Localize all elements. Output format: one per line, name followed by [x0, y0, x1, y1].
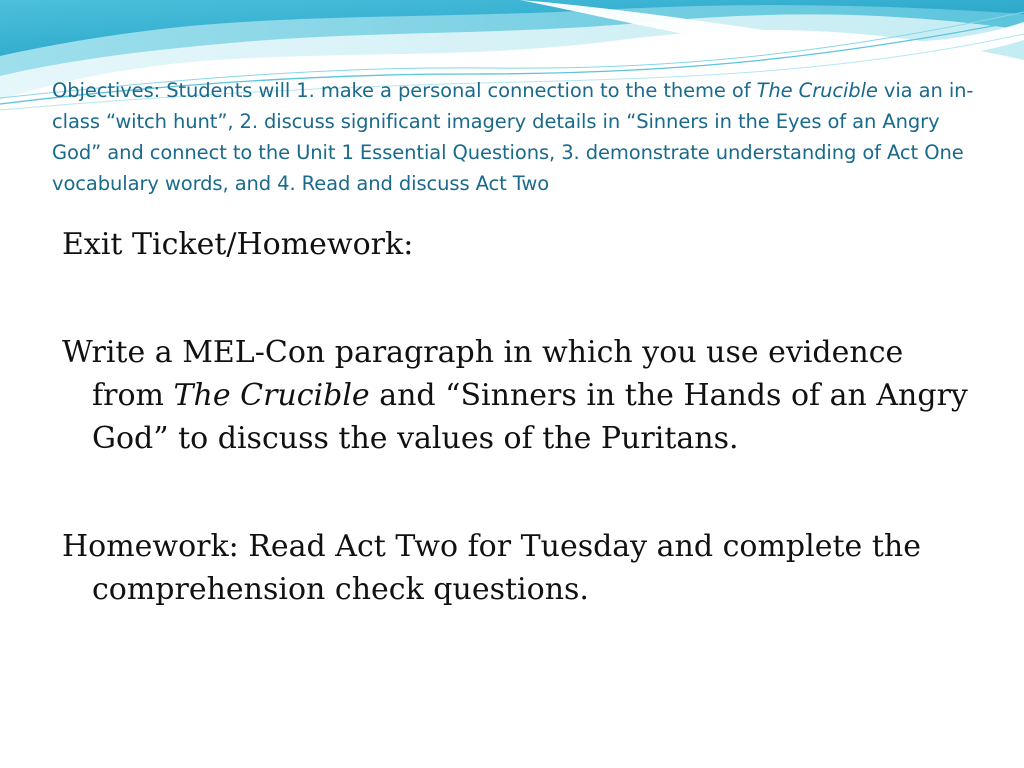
- task-text-part1: Write a MEL-Con paragraph in which you use evidence from: [62, 335, 904, 413]
- slide-title: [52, 75, 982, 199]
- task-text-part2: and “Sinners in the Hands of an Angry God” to discuss the values of the Puritans.: [92, 378, 968, 456]
- slide-body: [62, 223, 982, 611]
- task-italic-book: The Crucible: [173, 378, 370, 413]
- homework-paragraph: Homework: Read Act Two for Tuesday and complete the comprehension check questions.: [62, 529, 921, 607]
- title-text-part2: via an in-class “witch hunt”, 2. discuss significant imagery details in “Sinners in the Eyes of an Angry God” and connect to the Unit 1 Essential Questions, 3. demonstrate understanding of Act One vocabulary words, and 4. Read and discuss Act Two: [52, 79, 974, 195]
- exit-ticket-heading: Exit Ticket/Homework:: [62, 227, 414, 262]
- title-text-part1: Objectives: Students will 1. make a personal connection to the theme of: [52, 79, 757, 102]
- writing-task-paragraph: [62, 331, 982, 460]
- title-italic-book: The Crucible: [756, 79, 878, 102]
